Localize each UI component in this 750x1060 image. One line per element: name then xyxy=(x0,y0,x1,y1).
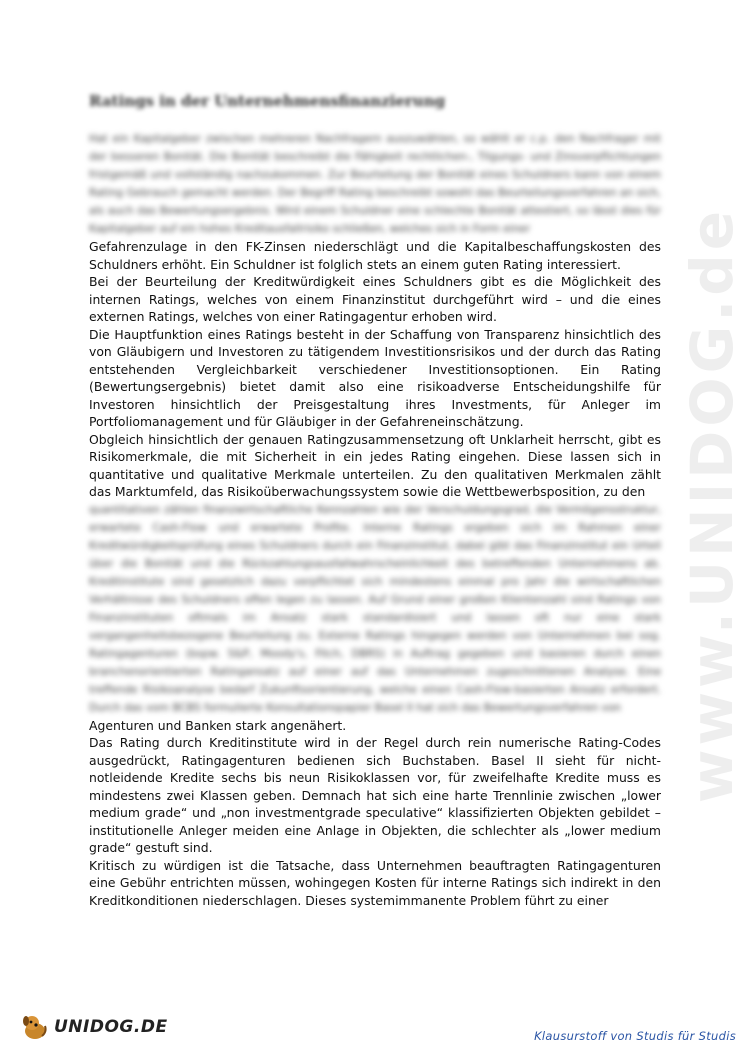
document-title: Ratings in der Unternehmensfinanzierung xyxy=(89,92,446,110)
paragraph-agenturen: Agenturen und Banken stark angenähert. xyxy=(89,717,347,733)
footer-tagline: Klausurstoff von Studis für Studis xyxy=(534,1029,736,1043)
logo-text: UNIDOG.DE xyxy=(54,1017,168,1037)
blurred-middle-paragraph: quantitativen zählen finanzwirtschaftliche Kennzahlen wie der Verschuldungsgrad, die Vermögensstruktur, erwartete Cash-Flow und erwartete Profite. Interne Ratings ergeben sich im Rahmen einer Kreditwürdigkeitsprüfung eines Schuldners durch ein Finanzinstitut, dabei gibt das Finanzinstitut ein Urteil über die Bonität und die Rückzahlungsausfallwahrscheinlichkeit des betreffenden Unternehmens ab. Kreditinstitute sind gesetzlich dazu verpflichtet sich mindestens einmal pro Jahr die wirtschaftlichen Verhältnisse des Schuldners offen legen zu lassen. Auf Grund einer großen Klientenzahl sind Ratings von Finanzinstituten oftmals im Ansatz stark standardisiert und lassen oft nur eine stark vergangenheitsbezogene Beurteilung zu. Externe Ratings hingegen werden von Unternehmen bei sog. Ratingagenturen (bspw. S&P, Moody's, Fitch, DBRS) in Auftrag gegeben und basieren durch einen branchenorientierten Ratingansatz auf einer auf das Unternehmen zugeschnittenen Analyse. Eine treffende Risikoanalyse bedarf Zukunftsorientierung, welche einen Cash-Flow-basierten Ansatz erfordert. Durch das vom BCBS formulierte Konsultationspapier Basel II hat sich das Bewertungsverfahren von xyxy=(89,503,661,714)
blurred-intro-paragraph: Hat ein Kapitalgeber zwischen mehreren Nachfragern auszuwählen, so wählt er c.p. den Nachfrager mit der besseren Bonität. Die Bonität beschreibt die Fähigkeit rechtlichen-, Tilgungs- und Zinsverpflichtungen fristgemäß und vollständig nachzukommen. Zur Beurteilung der Bonität eines Schuldners kann von einem Rating Gebrauch gemacht werden. Der Begriff Rating beschreibt sowohl das Beurteilungsverfahren an sich, als auch das Bewertungsergebnis. Wird einem Schuldner eine schlechte Bonität attestiert, so lässt dies für Kapitalgeber auf ein hohes Kreditausfallrisiko schließen, welches sich in Form einer xyxy=(89,133,661,235)
unidog-logo xyxy=(20,1012,168,1042)
dog-mascot-icon xyxy=(20,1012,50,1042)
paragraph-hauptfunktion: Die Hauptfunktion eines Ratings besteht in der Schaffung von Transparenz hinsichtlich des von Gläubigern und Investoren zu tätigendem Investitionsrisikos und der durch das Rating entstehenden Vergleichbarkeit verschiedener Investitionsoptionen. Ein Rating (Bewertungsergebnis) bietet damit also eine risikoadverse Entscheidungshilfe für Investoren hinsichtlich der Preisgestaltung ihres Investments, für Anleger im Portfoliomanagement und für Gläubiger in der Gefahreneinschätzung. xyxy=(89,326,661,429)
watermark-text: www.UNIDOG.de xyxy=(678,206,746,804)
document-body xyxy=(89,92,661,909)
paragraph-kritik: Kritisch zu würdigen ist die Tatsache, dass Unternehmen beauftragten Ratingagenturen eine Gebühr entrichten müssen, wohingegen Kosten für interne Ratings sich indirekt in den Kreditkonditionen niederschlagen. Dieses systemimmanente Problem führt zu einer xyxy=(89,857,661,908)
paragraph-beurteilung: Bei der Beurteilung der Kreditwürdigkeit eines Schuldners gibt es die Möglichkeit des internen Ratings, welches von einem Finanzinstitut durchgeführt wird – und die eines externen Ratings, welches von einer Ratingagentur erhoben wird. xyxy=(89,274,661,324)
paragraph-rating-codes: Das Rating durch Kreditinstitute wird in der Regel durch rein numerische Rating-Codes ausgedrückt, Ratingagenturen bedienen sich Buchstaben. Basel II sieht für nicht-notleidende Kredite sechs bis neun Risikoklassen vor, für zweifelhafte Kredite muss es mindestens zwei Klassen geben. Demnach hat sich eine harte Trennlinie zwischen „lower medium grade“ und „non investmentgrade speculative“ klassifizierten Objekten gebildet – institutionelle Anleger meiden eine Anlage in Objekten, die schlechter als „lower medium grade“ gestuft sind. xyxy=(89,735,661,855)
paragraph-risikomerkmale: Obgleich hinsichtlich der genauen Ratingzusammensetzung oft Unklarheit herrscht, gibt es Risikomerkmale, die mit Sicherheit in ein jedes Rating eingehen. Diese lassen sich in quantitative und qualitative Merkmale unterteilen. Zu den qualitativen Merkmalen zählt das Marktumfeld, das Risikoüberwachungssystem sowie die Wettbewerbsposition, zu den xyxy=(89,431,661,499)
paragraph-gefahrenzulage: Gefahrenzulage in den FK-Zinsen niederschlägt und die Kapitalbeschaffungskosten des Schuldners erhöht. Ein Schuldner ist folglich stets an einem guten Rating interessiert. xyxy=(89,239,661,272)
